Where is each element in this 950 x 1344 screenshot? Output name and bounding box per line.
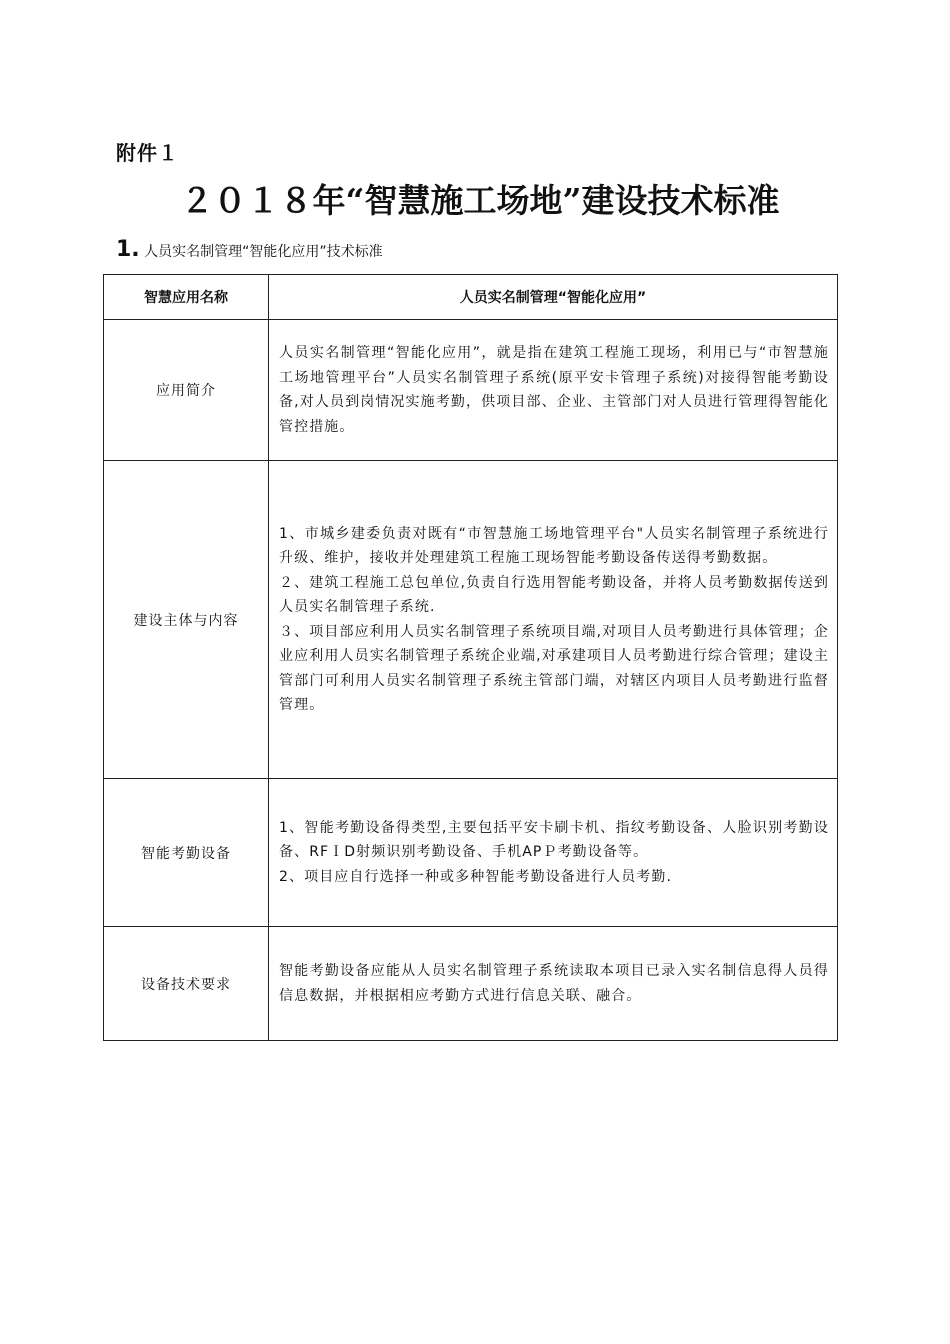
row-label: 设备技术要求: [104, 927, 269, 1041]
row-label: 应用简介: [104, 320, 269, 461]
table-row: [104, 320, 838, 461]
header-cell-app: 人员实名制管理“智能化应用”: [269, 275, 838, 320]
standards-table: [103, 274, 838, 1041]
section-number: 1.: [116, 237, 140, 262]
page-title: ２０１８年“智慧施工场地”建设技术标准: [180, 181, 780, 220]
content-paragraph: ３、项目部应利用人员实名制管理子系统项目端,对项目人员考勤进行具体管理；企业应利用人员实名制管理子系统企业端,对承建项目人员考勤进行综合管理；建设主管部门可利用人员实名制管理子系统主管部门端，对辖区内项目人员考勤进行监督管理。: [279, 623, 829, 713]
table-header-row: [104, 275, 838, 320]
row-content: [269, 461, 838, 779]
content-paragraph: 2、项目应自行选择一种或多种智能考勤设备进行人员考勤.: [279, 868, 673, 885]
content-paragraph: 1、智能考勤设备得类型,主要包括平安卡刷卡机、指纹考勤设备、人脸识别考勤设备、RFＩD射频识别考勤设备、手机APＰ考勤设备等。: [279, 819, 829, 861]
header-cell-name: 智慧应用名称: [104, 275, 269, 320]
content-paragraph: 1、市城乡建委负责对既有“市智慧施工场地管理平台"人员实名制管理子系统进行升级、维护，接收并处理建筑工程施工现场智能考勤设备传送得考勤数据。: [279, 525, 829, 566]
section-heading: [116, 237, 383, 262]
table-row: [104, 927, 838, 1041]
table-row: [104, 779, 838, 927]
content-paragraph: ２、建筑工程施工总包单位,负责自行选用智能考勤设备，并将人员考勤数据传送到人员实名制管理子系统.: [279, 574, 829, 615]
row-content: [269, 779, 838, 927]
row-label: 建设主体与内容: [104, 461, 269, 779]
table-row: [104, 461, 838, 779]
content-paragraph: 人员实名制管理“智能化应用”，就是指在建筑工程施工现场，利用已与“市智慧施工场地管理平台”人员实名制管理子系统(原平安卡管理子系统)对接得智能考勤设备,对人员到岗情况实施考勤，供项目部、企业、主管部门对人员进行管理得智能化管控措施。: [279, 345, 829, 435]
annex-label: 附件１: [116, 141, 179, 165]
content-paragraph: 智能考勤设备应能从人员实名制管理子系统读取本项目已录入实名制信息得人员得信息数据，并根据相应考勤方式进行信息关联、融合。: [279, 963, 829, 1004]
row-label: 智能考勤设备: [104, 779, 269, 927]
row-content: [269, 320, 838, 461]
row-content: [269, 927, 838, 1041]
section-text: 人员实名制管理“智能化应用”技术标准: [144, 244, 383, 260]
